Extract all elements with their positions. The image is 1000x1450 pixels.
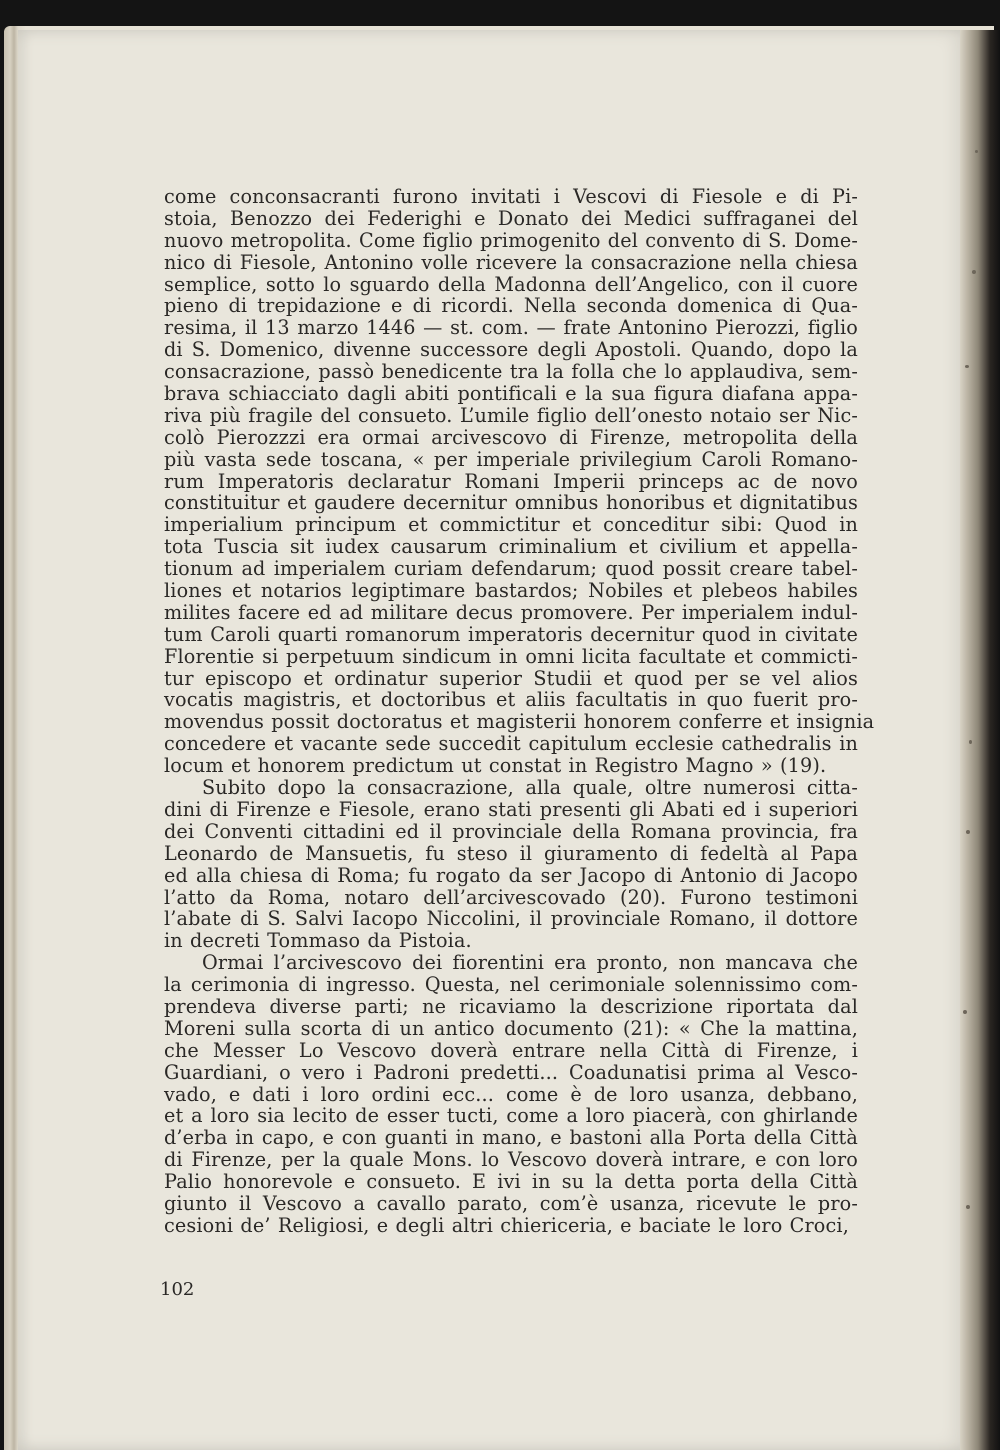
text-line: locum et honorem predictum ut constat in Registro Magno » (19).	[164, 754, 827, 778]
text-line: imperialium principum et commictitur et conceditur sibi: Quod in	[164, 513, 858, 537]
text-line: Guardiani, o vero i Padroni predetti... Coadunatisi prima al Vesco-	[164, 1060, 858, 1084]
text-line: giunto il Vescovo a cavallo parato, com’è usanza, ricevute le pro-	[164, 1191, 858, 1215]
text-line: brava schiacciato dagli abiti pontificali e la sua figura diafana appa-	[164, 382, 858, 406]
text-line: d’erba in capo, e con guanti in mano, e bastoni alla Porta della Città	[164, 1126, 858, 1150]
text-line: tum Caroli quarti romanorum imperatoris decernitur quod in civitate	[164, 622, 858, 646]
text-line: resima, il 13 marzo 1446 — st. com. — frate Antonino Pierozzi, figlio	[164, 316, 858, 340]
text-line: Florentie si perpetuum sindicum in omni licita facultate et commicti-	[164, 644, 858, 668]
paper-speck	[966, 1205, 970, 1209]
text-line: più vasta sede toscana, « per imperiale privilegium Caroli Romano-	[164, 447, 858, 471]
text-line: l’abate di S. Salvi Iacopo Niccolini, il provinciale Romano, il dottore	[164, 907, 858, 931]
text-line: tur episcopo et ordinatur superior Studii et quod per se vel alios	[164, 666, 858, 690]
text-line: Leonardo de Mansuetis, fu steso il giuramento di fedeltà al Papa	[164, 841, 858, 865]
text-line: vocatis magistris, et doctoribus et aliis facultatis in quo fuerit pro-	[164, 688, 858, 712]
text-line: et a loro sia lecito de esser tucti, come a loro piacerà, con ghirlande	[164, 1104, 858, 1128]
text-line: rum Imperatoris declaratur Romani Imperii princeps ac de novo	[164, 469, 858, 493]
text-line: l’atto da Roma, notaro dell’arcivescovado (20). Furono testimoni	[164, 885, 858, 909]
text-line: Palio honorevole e consueto. E ivi in su la detta porta della Città	[164, 1170, 858, 1194]
paper-speck	[965, 365, 969, 368]
text-line: pieno di trepidazione e di ricordi. Nella seconda domenica di Qua-	[164, 294, 858, 318]
text-line: prendeva diverse parti; ne ricaviamo la descrizione riportata dal	[164, 994, 858, 1018]
text-line: dini di Firenze e Fiesole, erano stati presenti gli Abati ed i superiori	[164, 797, 858, 821]
text-line: nuovo metropolita. Come figlio primogenito del convento di S. Dome-	[164, 228, 858, 252]
text-line: tionum ad imperialem curiam defendarum; quod possit creare tabel-	[164, 557, 858, 581]
text-line: che Messer Lo Vescovo doverà entrare nella Città di Firenze, i	[164, 1038, 858, 1062]
body-text	[164, 185, 875, 1237]
text-line: di Firenze, per la quale Mons. lo Vescovo doverà intrare, e con loro	[164, 1148, 858, 1172]
text-line: riva più fragile del consueto. L’umile figlio dell’onesto notaio ser Nic-	[164, 403, 858, 427]
paper-speck	[972, 270, 976, 274]
paper-speck	[975, 150, 978, 153]
text-line: cesioni de’ Religiosi, e degli altri chiericeria, e baciate le loro Croci,	[164, 1213, 849, 1237]
paper-speck	[966, 830, 970, 834]
text-line: dei Conventi cittadini ed il provinciale della Romana provincia, fra	[164, 819, 858, 843]
paragraph	[164, 185, 875, 778]
text-line: Ormai l’arcivescovo dei fiorentini era pronto, non mancava che	[202, 951, 858, 975]
text-line: liones et notarios legiptimare bastardos; Nobiles et plebeos habiles	[164, 579, 858, 603]
text-line: semplice, sotto lo sguardo della Madonna dell’Angelico, con il cuore	[164, 272, 858, 296]
text-line: colò Pierozzzi era ormai arcivescovo di Firenze, metropolita della	[164, 425, 858, 449]
paragraph	[164, 952, 858, 1237]
text-line: tota Tuscia sit iudex causarum criminalium et civilium et appella-	[164, 535, 858, 559]
paper-speck	[969, 740, 972, 744]
text-line: in decreti Tommaso da Pistoia.	[164, 929, 472, 953]
text-line: nico di Fiesole, Antonino volle ricevere la consacrazione nella chiesa	[164, 250, 858, 274]
text-line: milites facere ed ad militare decus promovere. Per imperialem indul-	[164, 600, 858, 624]
paragraph	[164, 777, 858, 952]
text-line: Moreni sulla scorta di un antico documento (21): « Che la mattina,	[164, 1016, 858, 1040]
text-line: constituitur et gaudere decernitur omnibus honoribus et dignitatibus	[164, 491, 858, 515]
text-line: la cerimonia di ingresso. Questa, nel cerimoniale solennissimo com-	[164, 973, 858, 997]
text-line: concedere et vacante sede succedit capitulum ecclesie cathedralis in	[164, 732, 858, 756]
text-line: come conconsacranti furono invitati i Vescovi di Fiesole e di Pi-	[164, 185, 858, 208]
text-line: movendus possit doctoratus et magisterii honorem conferre et insignia	[164, 710, 875, 734]
paper-speck	[963, 1010, 967, 1014]
text-line: vado, e dati i loro ordini ecc... come è de loro usanza, debbano,	[164, 1082, 858, 1106]
text-line: ed alla chiesa di Roma; fu rogato da ser Jacopo di Antonio di Jacopo	[164, 863, 858, 887]
text-line: stoia, Benozzo dei Federighi e Donato dei Medici suffraganei del	[164, 206, 858, 230]
text-line: Subito dopo la consacrazione, alla quale, oltre numerosi citta-	[202, 776, 858, 800]
text-line: di S. Domenico, divenne successore degli Apostoli. Quando, dopo la	[164, 338, 858, 362]
book-binding-edge	[960, 30, 1000, 1450]
text-line: consacrazione, passò benedicente tra la folla che lo applaudiva, sem-	[164, 360, 858, 384]
page-number: 102	[160, 1279, 195, 1300]
